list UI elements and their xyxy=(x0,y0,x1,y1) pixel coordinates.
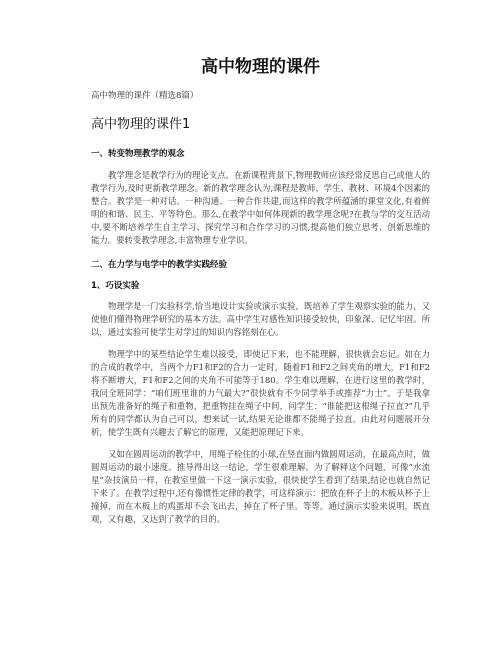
paragraph-4: 又如在圆周运动的教学中，用绳子栓住的小球,在竖直面内做圆周运动，在最高点时，做圆周运动的最小速度。推导得出这一结论，学生很难理解。为了解释这个问题，可像“水流星”杂技演员一样，在教室里做一下这一演示实验，很快使学生看到了结果,结论也就自然记下来了。在教学过程中,还有像惯性定律的教学，可这样演示：把放在杯子上的木板从杯子上撞掉，而在木板上的鸡蛋却不会飞出去，掉在了杯子里。等等。通过演示实验来说明，既直观，又有趣，又达到了教学的目的。 xyxy=(91,449,430,524)
paragraph-2: 物理学是一门实验科学,恰当地设计实验或演示实验，既培养了学生观察实验的能力，又使他们懂得物理学研究的基本方法。高中学生对感性知识接受较快，印象深、记忆牢固。所以，通过实验可使学生对学过的知识内容铭刻在心。 xyxy=(91,301,430,337)
paragraph-1: 教学理念是教学行为的理论支点。在新课程背景下,物理教师应该经常反思自己或他人的教学行为,及时更新教学理念。新的教学理念认为,课程是教师、学生、教材、环境4个因素的整合。教学是一种对话、一种沟通、一种合作共建,而这样的教学所蕴涵的课堂文化,有着鲜明的和谐、民主、平等特色。那么,在教学中如何体现新的教学理念呢?在教与学的交互活动中,要不断培养学生自主学习、探究学习和合作学习的习惯,提高他们独立思考、创新思维的能力。要转变教学理念,丰富物理专业学识。 xyxy=(91,170,430,245)
document-subtitle: 高中物理的课件（精选8篇） xyxy=(91,91,199,101)
heading-2: 二、在力学与电学中的教学实践经验 xyxy=(91,260,228,270)
heading-2-1: 1、巧设实验 xyxy=(91,281,140,291)
heading-1: 一、转变物理教学的观念 xyxy=(91,149,185,159)
paragraph-3: 物理学中的某些结论学生难以接受，即使记下来，也不能理解，很快就会忘记。如在力的合成的教学中，当两个力F1和F2的合力一定时，随着F1和F2之间夹角的增大，F1和F2将不断增大，F1和F2之间的夹角不可能等于180。学生难以理解，在进行这里的教学时，我问全班同学：“咱们班里谁的力气最大?”很快就有不少同学举手或推荐“力士”。于是我拿出预先准备好的绳子和重物，把重物挂在绳子中间，问学生：“谁能把这根绳子拉直?”几乎所有的同学都认为自己可以，想来试一试,结果无论谁都不能绳子拉直。由此对问题展开分析，使学生既有兴趣去了解它的原理，又能把原理记下来。 xyxy=(91,349,430,437)
section-heading: 高中物理的课件1 xyxy=(91,117,191,132)
document-title: 高中物理的课件 xyxy=(201,57,320,77)
